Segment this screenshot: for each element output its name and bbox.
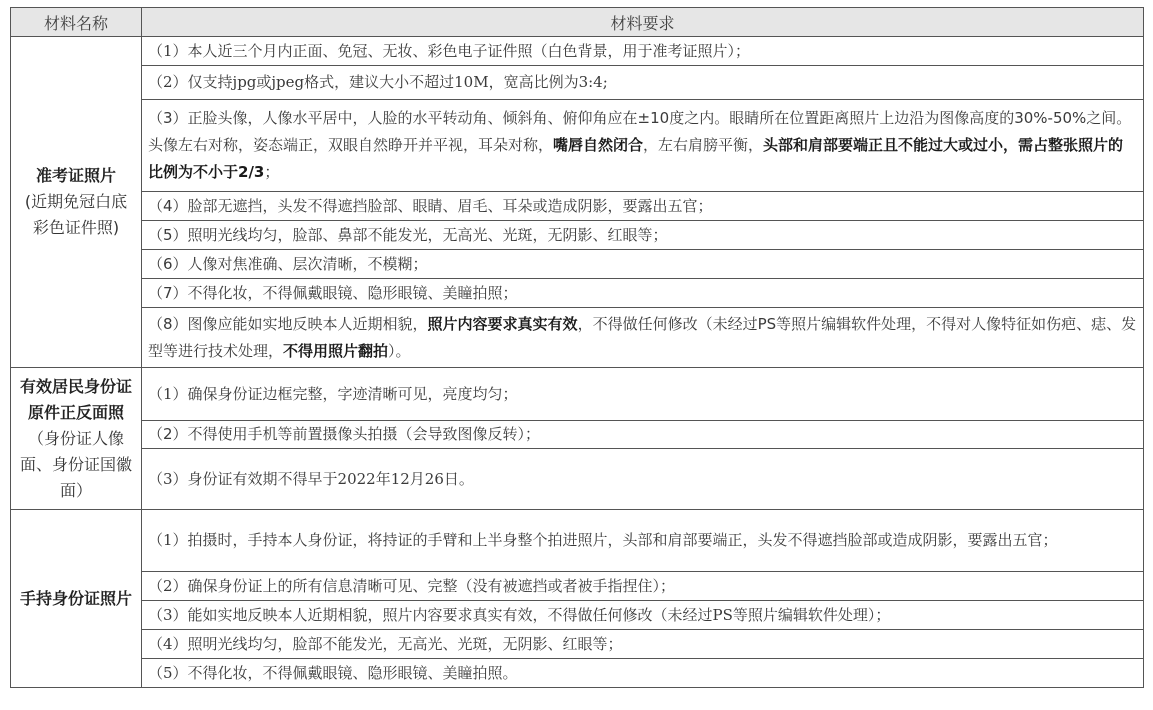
header-material-name: 材料名称: [11, 8, 142, 37]
requirement-item: （1）拍摄时，手持本人身份证，将持证的手臂和上半身整个拍进照片，头部和肩部要端正，头发不得遮挡脸部或造成阴影，要露出五官；: [142, 510, 1144, 572]
table-row: [11, 510, 1144, 572]
table-row: [11, 421, 1144, 449]
category-note: （身份证人像面、身份证国徽面）: [19, 428, 132, 500]
requirement-item: （8）图像应能如实地反映本人近期相貌，照片内容要求真实有效，不得做任何修改（未经过PS等照片编辑软件处理，不得对人像特征如伤疤、痣、发型等进行技术处理，不得用照片翻拍）。: [142, 308, 1144, 368]
requirement-item: （2）仅支持jpg或jpeg格式，建议大小不超过10M，宽高比例为3:4;: [142, 66, 1144, 100]
requirement-item: （3）身份证有效期不得早于2022年12月26日。: [142, 449, 1144, 510]
table-row: [11, 308, 1144, 368]
requirement-item: （1）确保身份证边框完整，字迹清晰可见，亮度均匀；: [142, 368, 1144, 421]
table-row: [11, 601, 1144, 630]
category-id-card: [11, 368, 142, 510]
requirement-item: （5）不得化妆，不得佩戴眼镜、隐形眼镜、美瞳拍照。: [142, 659, 1144, 688]
category-hand-held-id: [11, 510, 142, 688]
table-row: [11, 192, 1144, 221]
category-title: 手持身份证照片: [19, 588, 132, 608]
table-row: [11, 66, 1144, 100]
requirement-item: （2）确保身份证上的所有信息清晰可见、完整（没有被遮挡或者被手指捏住）；: [142, 572, 1144, 601]
table-row: [11, 221, 1144, 250]
table-row: [11, 449, 1144, 510]
requirement-item: （4）脸部无遮挡，头发不得遮挡脸部、眼睛、眉毛、耳朵或造成阴影，要露出五官；: [142, 192, 1144, 221]
table-row: [11, 100, 1144, 192]
category-title: 有效居民身份证原件正反面照: [19, 376, 132, 422]
requirement-item: （3）能如实地反映本人近期相貌，照片内容要求真实有效，不得做任何修改（未经过PS等照片编辑软件处理）；: [142, 601, 1144, 630]
table-row: [11, 37, 1144, 66]
table-row: [11, 630, 1144, 659]
category-title: 准考证照片: [35, 166, 116, 185]
table-row: [11, 250, 1144, 279]
requirement-item: （7）不得化妆，不得佩戴眼镜、隐形眼镜、美瞳拍照；: [142, 279, 1144, 308]
header-material-requirements: 材料要求: [142, 8, 1144, 37]
requirements-table: [10, 7, 1144, 688]
table-row: [11, 572, 1144, 601]
table-row: [11, 659, 1144, 688]
requirement-item: （4）照明光线均匀，脸部不能发光，无高光、光斑，无阴影、红眼等；: [142, 630, 1144, 659]
table-row: [11, 279, 1144, 308]
table-row: [11, 368, 1144, 421]
requirement-item: （6）人像对焦准确、层次清晰，不模糊；: [142, 250, 1144, 279]
category-note: (近期免冠白底彩色证件照): [24, 192, 128, 237]
requirement-item: （1）本人近三个月内正面、免冠、无妆、彩色电子证件照（白色背景，用于准考证照片）；: [142, 37, 1144, 66]
category-admission-photo: [11, 37, 142, 368]
requirement-item: （2）不得使用手机等前置摄像头拍摄（会导致图像反转）；: [142, 421, 1144, 449]
requirement-item: （5）照明光线均匀，脸部、鼻部不能发光，无高光、光斑，无阴影、红眼等；: [142, 221, 1144, 250]
requirement-item: （3）正脸头像，人像水平居中，人脸的水平转动角、倾斜角、俯仰角应在±10度之内。眼睛所在位置距离照片上边沿为图像高度的30%-50%之间。头像左右对称，姿态端正，双眼自然睁开并平视，耳朵对称，嘴唇自然闭合，左右肩膀平衡，头部和肩部要端正且不能过大或过小，需占整张照片的比例为不小于2/3；: [142, 100, 1144, 192]
header-row: [11, 8, 1144, 37]
